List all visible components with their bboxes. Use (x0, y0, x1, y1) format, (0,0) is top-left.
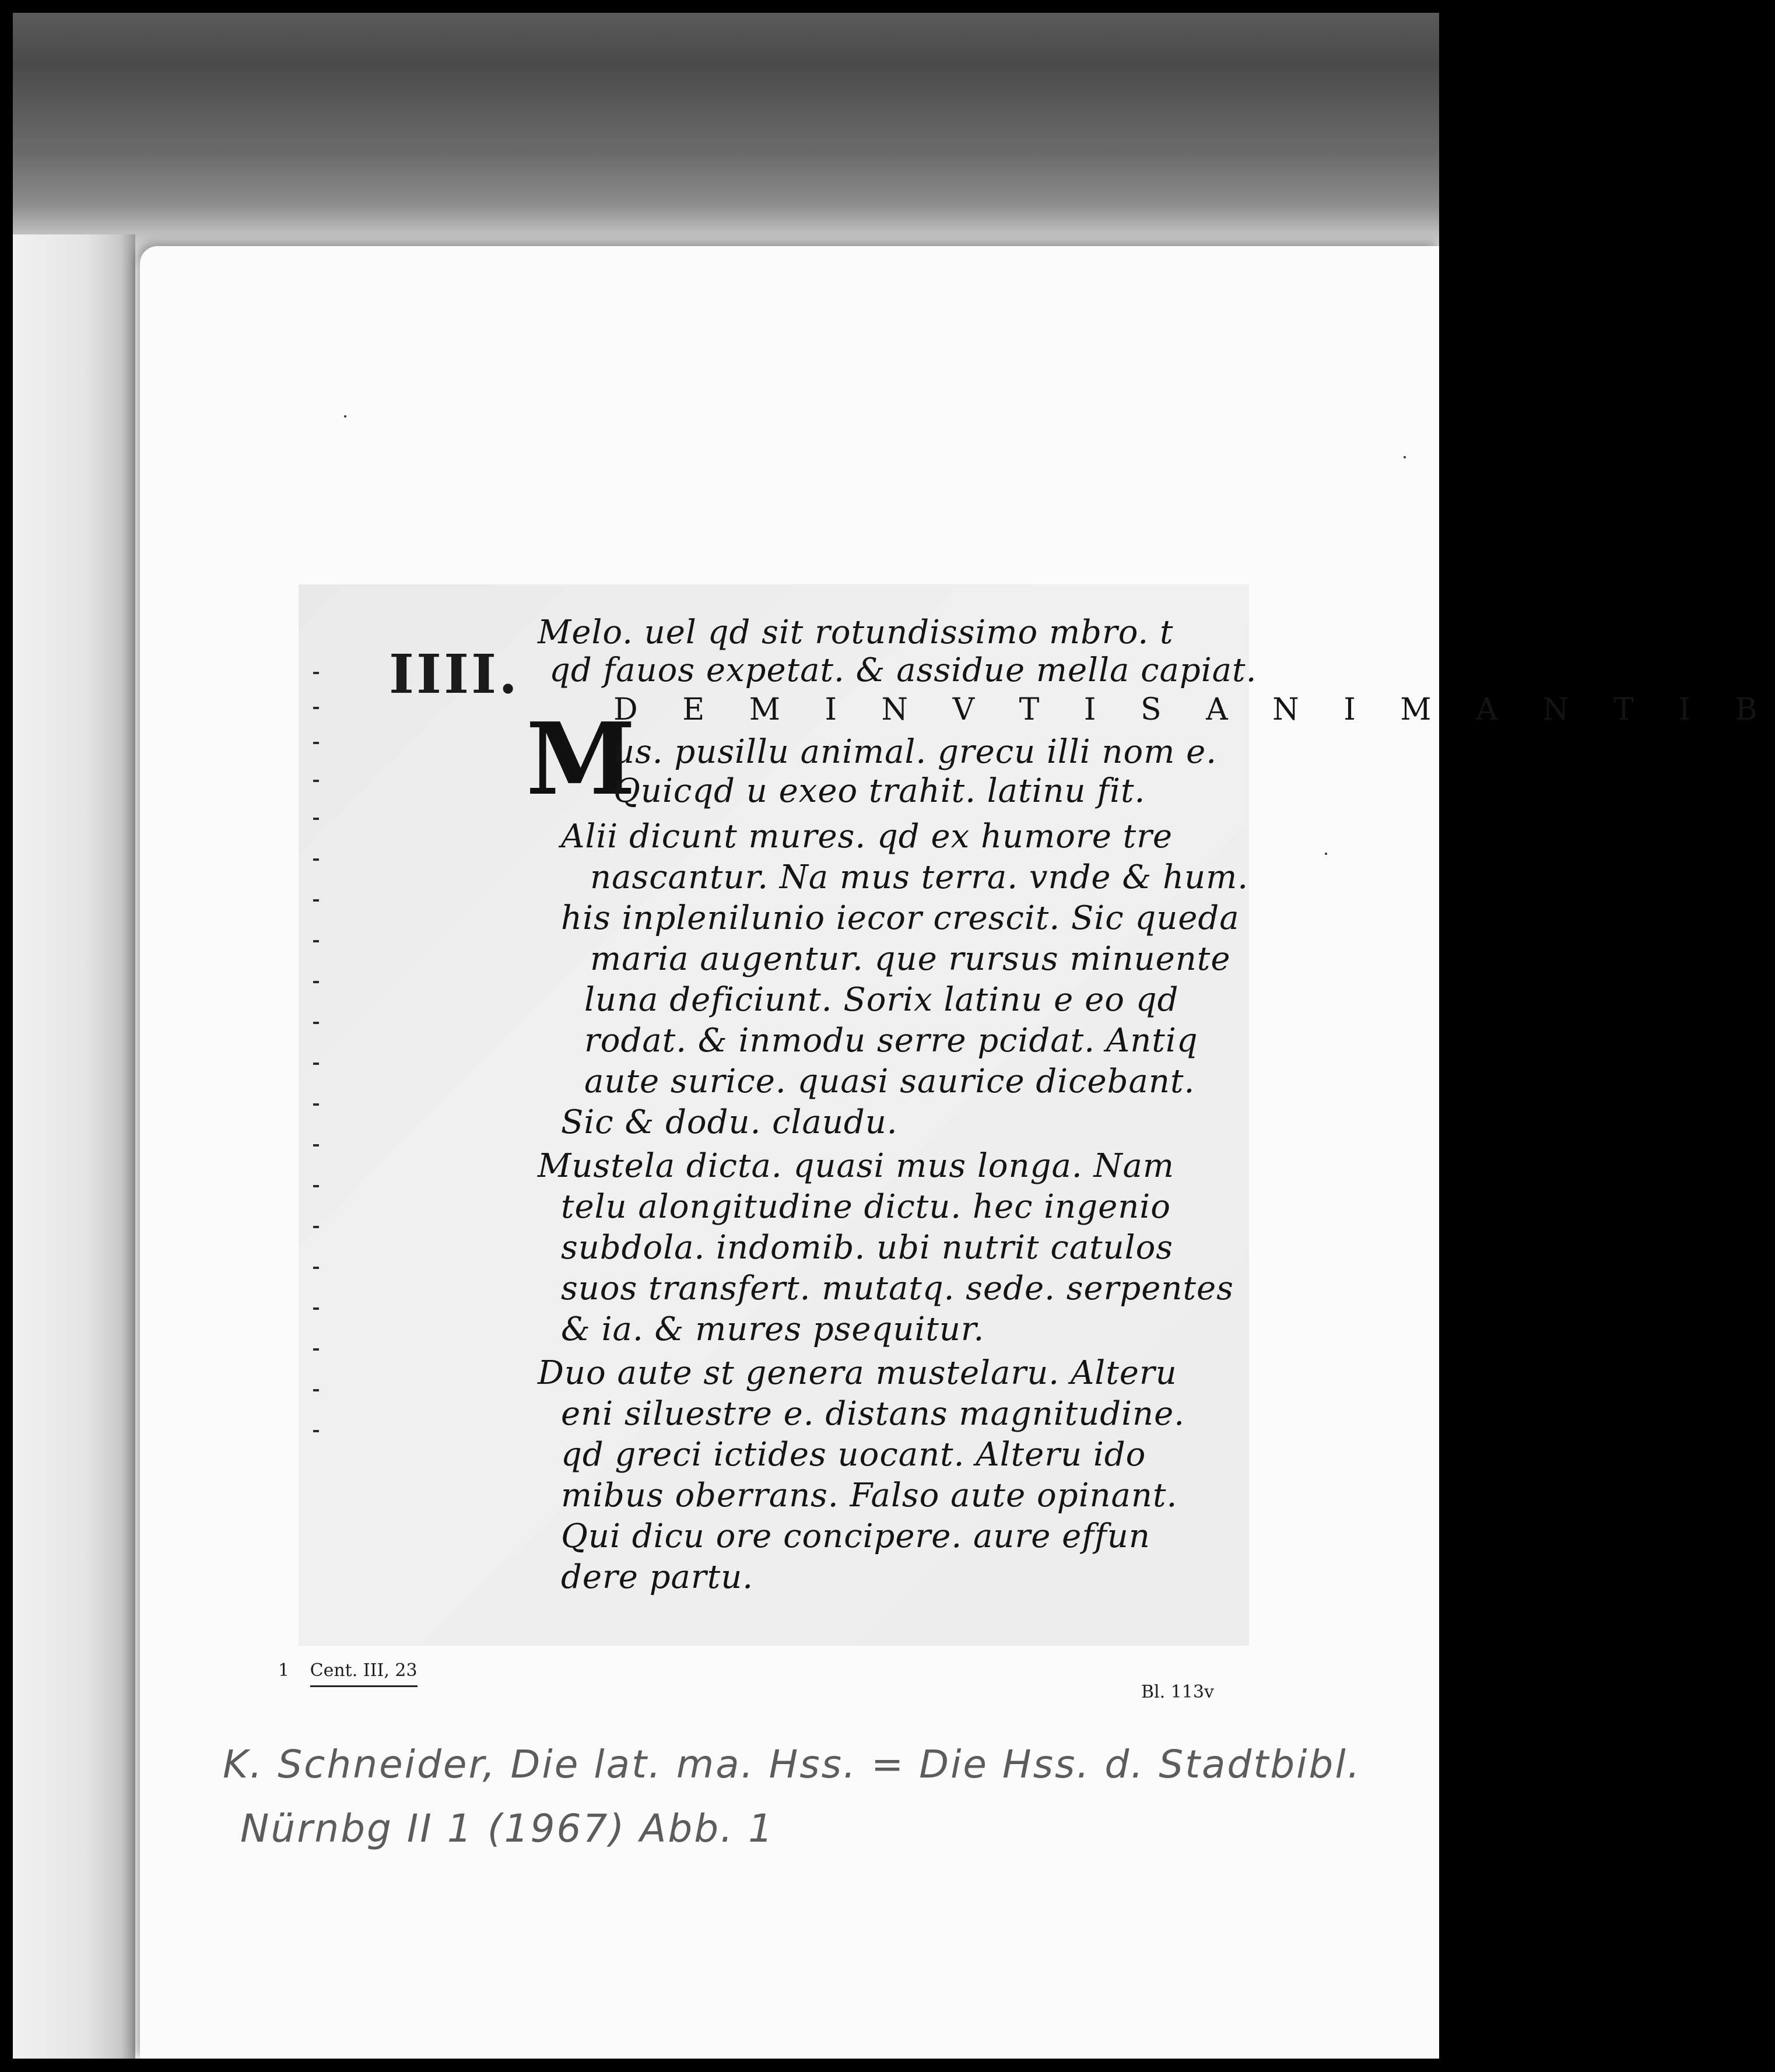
prick-mark (313, 1022, 319, 1024)
manuscript-line: subdola. indomib. ubi nutrit catulos (561, 1229, 1174, 1267)
prick-mark (313, 780, 319, 782)
manuscript-line: Quicqd u exeo trahit. latinu fit. (613, 772, 1146, 810)
scan-frame (13, 13, 1775, 2059)
manuscript-line: aute surice. quasi saurice dicebant. (584, 1063, 1195, 1100)
prick-mark (313, 1226, 319, 1228)
manuscript-line: eni siluestre e. distans magnitudine. (561, 1395, 1185, 1433)
manuscript-heading: D E M I N V T I S A N I M A N T I B (613, 692, 1775, 727)
manuscript-line: rodat. & inmodu serre pcidat. Antiq (584, 1022, 1198, 1060)
dust-speck (344, 415, 346, 418)
prick-mark (313, 1389, 319, 1391)
prick-mark (313, 1103, 319, 1106)
prick-mark (313, 742, 319, 744)
prick-mark (313, 818, 319, 820)
manuscript-line: nascantur. Na mus terra. vnde & hum. (590, 858, 1249, 896)
prick-mark (313, 1348, 319, 1351)
manuscript-line: maria augentur. que rursus minuente (590, 940, 1231, 978)
manuscript-line: Melo. uel qd sit rotundissimo mbro. t (538, 613, 1174, 651)
manuscript-line: Qui dicu ore concipere. aure effun (561, 1517, 1150, 1555)
prick-mark (313, 1307, 319, 1310)
figure-caption (278, 1660, 418, 1681)
prick-mark (313, 1185, 319, 1187)
handwritten-annotation-line-2: Nürnbg II 1 (1967) Abb. 1 (240, 1806, 775, 1851)
manuscript-line: Alii dicunt mures. qd ex humore tre (561, 818, 1173, 856)
prick-mark (313, 858, 319, 861)
prick-mark (313, 707, 319, 709)
prick-mark (313, 1063, 319, 1065)
scan-left-gutter (13, 234, 135, 2059)
manuscript-line: telu alongitudine dictu. hec ingenio (561, 1188, 1171, 1226)
manuscript-line: qd fauos expetat. & assidue mella capiat. (549, 651, 1257, 689)
handwritten-annotation-line-1: K. Schneider, Die lat. ma. Hss. = Die Hss. d. Stadtbibl. (223, 1742, 1362, 1787)
manuscript-line: & ia. & mures psequitur. (561, 1310, 985, 1348)
manuscript-line: dere partu. (561, 1558, 754, 1596)
manuscript-line: Mustela dicta. quasi mus longa. Nam (538, 1147, 1174, 1185)
manuscript-line: Duo aute st genera mustelaru. Alteru (538, 1354, 1177, 1392)
dust-speck (1404, 456, 1406, 458)
manuscript-line: his inplenilunio iecor crescit. Sic queda (561, 899, 1240, 937)
ruling-prick-marks (313, 672, 325, 1488)
manuscript-line: us. pusillu animal. grecu illi nom e. (613, 733, 1218, 771)
leaf-label: Bl. 113v (1141, 1682, 1214, 1702)
manuscript-line: qd greci ictides uocant. Alteru ido (561, 1436, 1146, 1474)
prick-mark (313, 940, 319, 942)
dust-speck (1325, 853, 1327, 855)
manuscript-line: Sic & dodu. claudu. (561, 1103, 898, 1141)
shelfmark-reference: Cent. III, 23 (310, 1660, 418, 1687)
manuscript-line: luna deficiunt. Sorix latinu e eo qd (584, 981, 1179, 1019)
prick-mark (313, 899, 319, 902)
decorated-initial: M (526, 701, 636, 818)
prick-mark (313, 981, 319, 983)
prick-mark (313, 672, 319, 674)
prick-mark (313, 1267, 319, 1269)
folio-number: IIII. (389, 643, 520, 706)
manuscript-line: suos transfert. mutatq. sede. serpentes (561, 1270, 1234, 1307)
prick-mark (313, 1430, 319, 1432)
scan-top-shadow (13, 13, 1439, 269)
manuscript-line: mibus oberrans. Falso aute opinant. (561, 1477, 1178, 1514)
prick-mark (313, 1144, 319, 1147)
figure-number: 1 (278, 1660, 290, 1681)
